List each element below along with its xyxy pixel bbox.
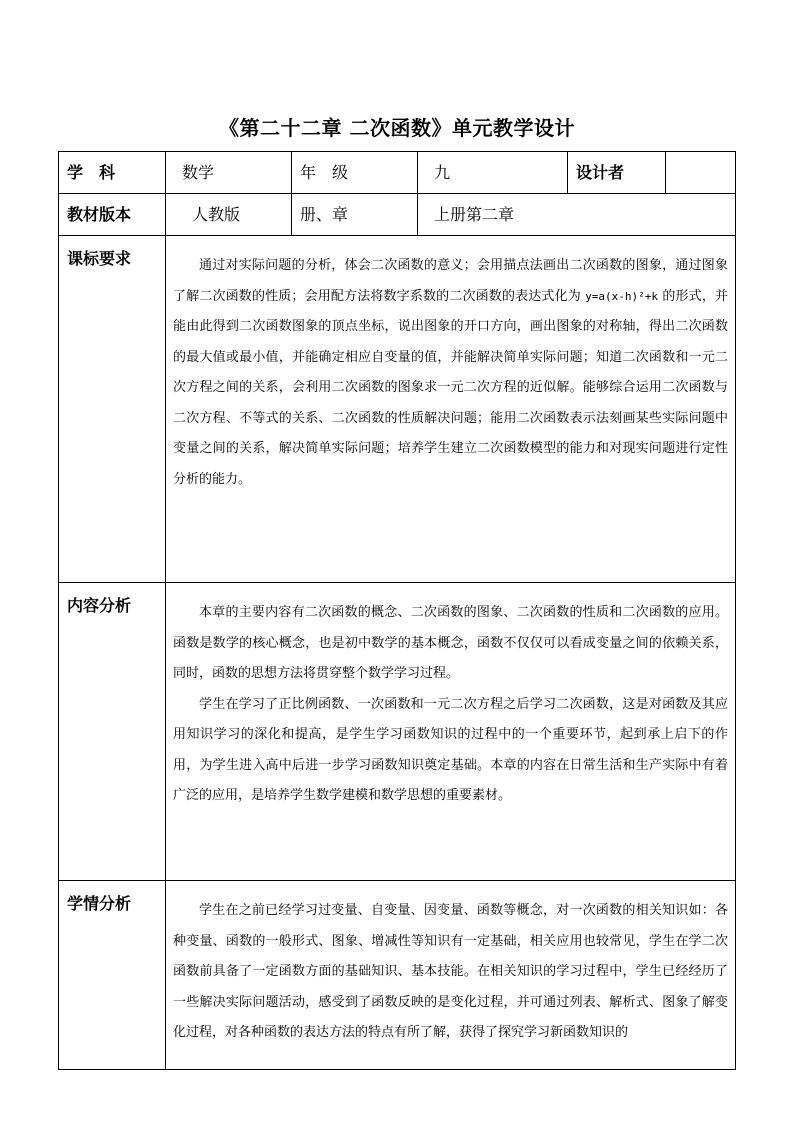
content-paragraph-2: 学生在学习了正比例函数、一次函数和一元二次方程之后学习二次函数，这是对函数及其应用知识学习的深化和提高，是学生学习函数知识的过程中的一个重要环节，起到承上启下的作用，为学生进入高中后进一步学习函数知识奠定基础。本章的内容在日常生活和生产实际中有着广泛的应用，是培养学生数学建模和数学思想的重要素材。 — [173, 696, 728, 803]
standards-text-b: 的形式，并能由此得到二次函数图象的顶点坐标，说出图象的开口方向，画出图象的对称轴，得出二次函数的最大值或最小值，并能确定相应自变量的值，并能解决简单实际问题；知道二次函数和一元二次方程之间的关系，会利用二次函数的图象求一元二次方程的近似解。能够综合运用二次函数与二次方程、不等式的关系、二次函数的性质解决问题；能用二次函数表示法刻画某些实际问题中变量之间的关系，解决简单实际问题；培养学生建立二次函数模型的能力和对现实问题进行定性分析的能力。 — [173, 288, 728, 487]
standards-row — [59, 236, 736, 583]
edition-label: 教材版本 — [59, 194, 166, 236]
vertex-form-formula: y=a(x-h)²+k — [585, 289, 659, 303]
students-label: 学情分析 — [59, 881, 166, 1070]
content-label: 内容分析 — [59, 583, 166, 881]
standards-paragraph — [173, 251, 728, 495]
content-paragraph-1: 本章的主要内容有二次函数的概念、二次函数的图象、二次函数的性质和二次函数的应用。函数是数学的核心概念，也是初中数学的基本概念，函数不仅仅可以看成变量之间的依赖关系，同时，函数的思想方法将贯穿整个数学学习过程。 — [173, 605, 728, 681]
edition-value: 人教版 — [166, 194, 292, 236]
volume-value: 上册第二章 — [418, 194, 736, 236]
subject-label: 学 科 — [59, 152, 166, 194]
students-paragraph: 学生在之前已经学习过变量、自变量、因变量、函数等概念，对一次函数的相关知识如：各种变量、函数的一般形式、图象、增减性等知识有一定基础，相关应用也较常见，学生在学二次函数前具备了一定函数方面的基础知识、基本技能。在相关知识的学习过程中，学生已经经历了一些解决实际问题活动，感受到了函数反映的是变化过程，并可通过列表、解析式、图象了解变化过程，对各种函数的表达方法的特点有所了解，获得了探究学习新函数知识的 — [173, 903, 728, 1040]
students-row — [59, 881, 736, 1070]
standards-content — [166, 236, 736, 583]
standards-label: 课标要求 — [59, 236, 166, 583]
designer-label: 设计者 — [568, 152, 666, 194]
content-content — [166, 583, 736, 881]
document-title: 《第二十二章 二次函数》单元教学设计 — [219, 116, 575, 140]
header-row-2 — [59, 194, 736, 236]
standards-text-a: 通过对实际问题的分析，体会二次函数的意义；会用描点法画出二次函数的图象，通过图象了解二次函数的性质；会用配方法将数字系数的二次函数的表达式化为 — [173, 258, 728, 304]
grade-value: 九 — [418, 152, 568, 194]
grade-label: 年 级 — [292, 152, 418, 194]
design-table — [58, 151, 736, 1070]
subject-value: 数学 — [166, 152, 292, 194]
volume-label: 册、章 — [292, 194, 418, 236]
header-row-1 — [59, 152, 736, 194]
designer-value — [666, 152, 736, 194]
students-content — [166, 881, 736, 1070]
content-row — [59, 583, 736, 881]
